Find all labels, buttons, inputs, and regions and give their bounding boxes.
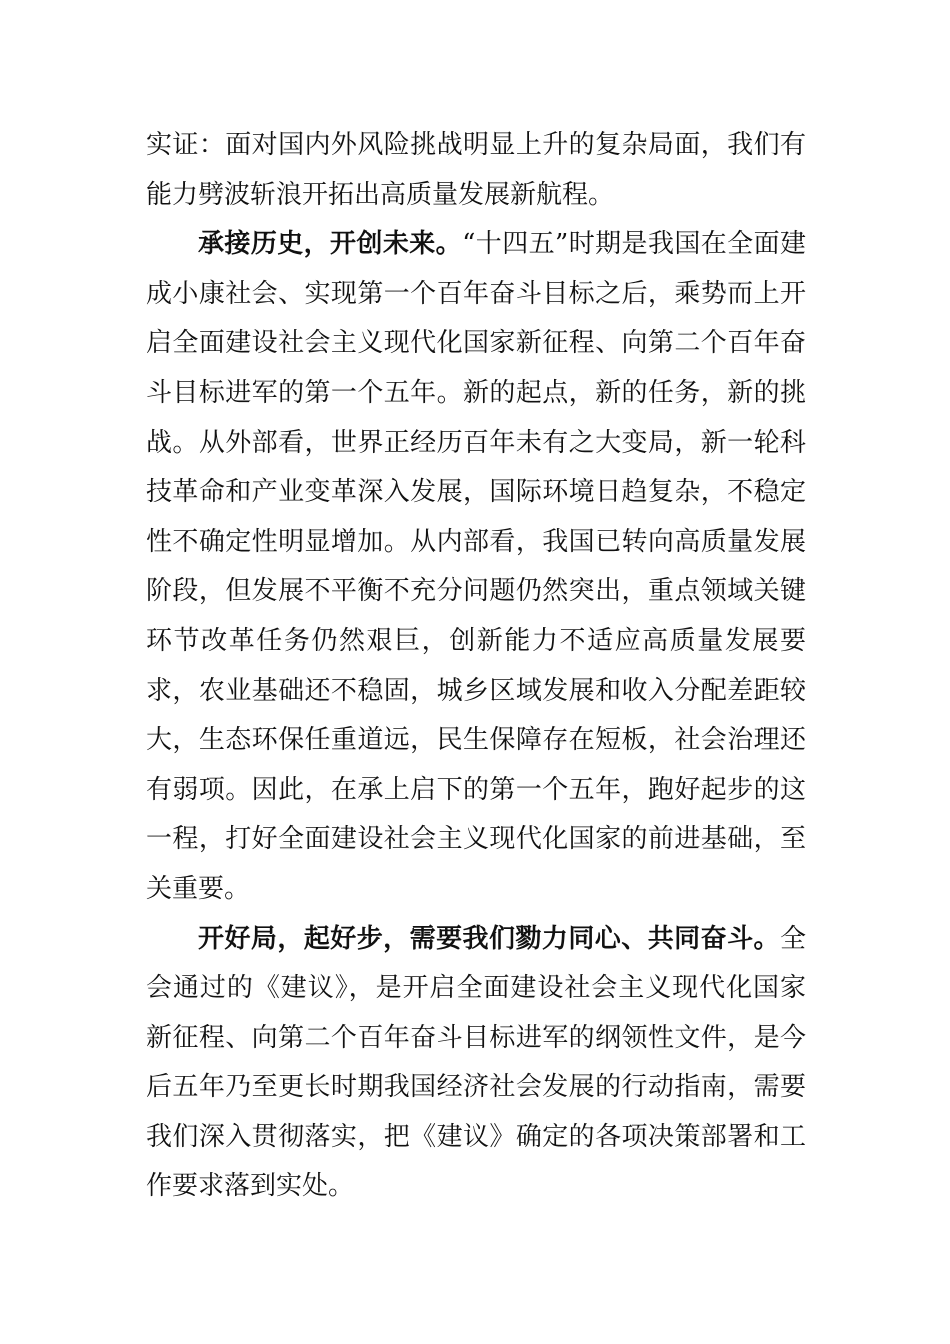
paragraph-text: 实证：面对国内外风险挑战明显上升的复杂局面，我们有能力劈波斩浪开拓出高质量发展新航程。 [146, 130, 806, 210]
document-body [146, 121, 806, 1212]
paragraph-good-start [146, 915, 806, 1213]
paragraph-text: 全会通过的《建议》，是开启全面建设社会主义现代化国家新征程、向第二个百年奋斗目标进军的纲领性文件，是今后五年乃至更长时期我国经济社会发展的行动指南，需要我们深入贯彻落实，把《建议》确定的各项决策部署和工作要求落到实处。 [146, 923, 806, 1202]
paragraph-text: “十四五”时期是我国在全面建成小康社会、实现第一个百年奋斗目标之后，乘势而上开启全面建设社会主义现代化国家新征程、向第二个百年奋斗目标进军的第一个五年。新的起点，新的任务，新的挑战。从外部看，世界正经历百年未有之大变局，新一轮科技革命和产业变革深入发展，国际环境日趋复杂，不稳定性不确定性明显增加。从内部看，我国已转向高质量发展阶段，但发展不平衡不充分问题仍然突出，重点领域关键环节改革任务仍然艰巨，创新能力不适应高质量发展要求，农业基础还不稳固，城乡区域发展和收入分配差距较大，生态环保任重道远，民生保障存在短板，社会治理还有弱项。因此，在承上启下的第一个五年，跑好起步的这一程，打好全面建设社会主义现代化国家的前进基础，至关重要。 [146, 229, 806, 904]
paragraph-lead-heading: 承接历史，开创未来。 [198, 229, 463, 260]
paragraph-lead-heading: 开好局，起好步，需要我们勠力同心、共同奋斗。 [198, 923, 780, 954]
paragraph-inherit-history [146, 220, 806, 914]
paragraph-continuation [146, 121, 806, 220]
